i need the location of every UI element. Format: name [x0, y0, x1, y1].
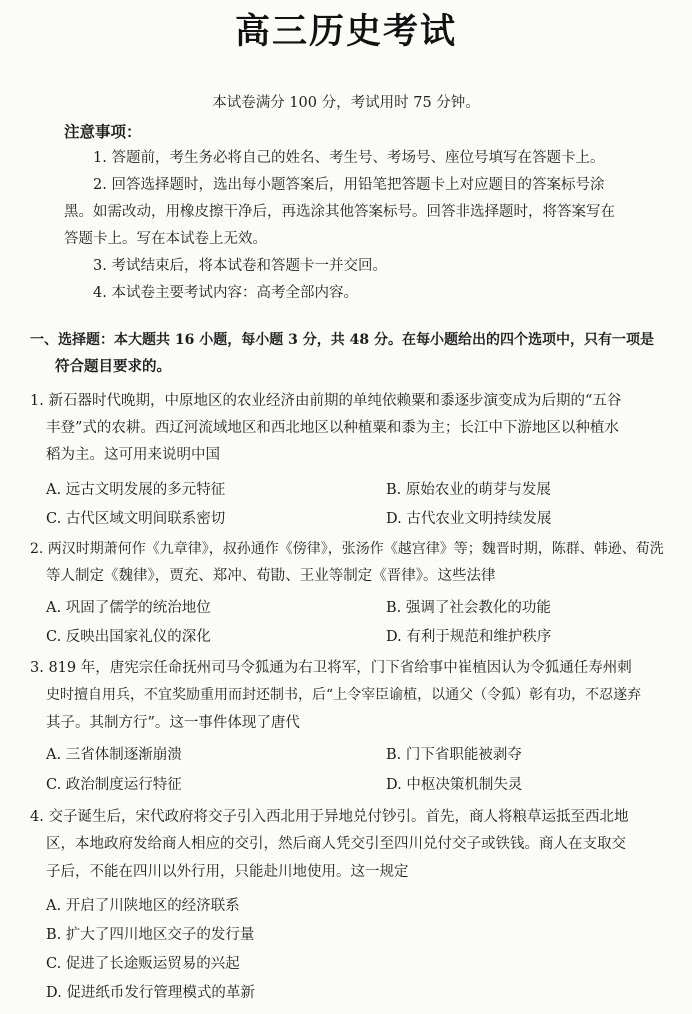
section-heading-cont: 符合题目要求的。 [55, 358, 171, 375]
notice-line: 4. 本试卷主要考试内容：高考全部内容。 [93, 285, 358, 301]
notice-line: 2. 回答选择题时，选出每小题答案后，用铅笔把答题卡上对应题目的答案标号涂 [93, 177, 605, 193]
question-stem: 等人制定《魏律》，贾充、郑冲、荀勖、王业等制定《晋律》。这些法律 [46, 568, 496, 584]
option-c: C. 促进了长途贩运贸易的兴起 [46, 956, 240, 972]
question-stem: 史时擅自用兵，不宜奖励重用而封还制书，后“上令宰臣谕植，以通父（令狐）彰有功，不忍遂弃 [46, 687, 642, 703]
question-stem: 其子。其制方行”。这一事件体现了唐代 [46, 715, 300, 731]
question-stem: 稻为主。这可用来说明中国 [46, 447, 220, 463]
notice-line: 答题卡上。写在本试卷上无效。 [64, 231, 267, 247]
question-stem: 区，本地政府发给商人相应的交引，然后商人凭交引至四川兑付交子或铁钱。商人在支取交 [46, 836, 626, 852]
option-b: B. 门下省职能被剥夺 [386, 747, 522, 763]
option-d: D. 有利于规范和维护秩序 [386, 629, 552, 645]
question-stem: 4. 交子诞生后，宋代政府将交子引入西北用于异地兑付钞引。首先，商人将粮草运抵至西北地 [30, 809, 629, 825]
option-b: B. 强调了社会教化的功能 [386, 600, 551, 616]
question-stem: 子后，不能在四川以外行用，只能赴川地使用。这一规定 [46, 864, 409, 880]
option-d: D. 中枢决策机制失灵 [386, 777, 523, 793]
option-b: B. 原始农业的萌芽与发展 [386, 482, 551, 498]
exam-title: 高三历史考试 [234, 12, 457, 52]
notice-line: 3. 考试结束后，将本试卷和答题卡一并交回。 [93, 258, 387, 274]
section-heading: 一、选择题：本大题共 16 小题，每小题 3 分，共 48 分。在每小题给出的四个选项中，只有一项是 [30, 332, 654, 348]
option-a: A. 巩固了儒学的统治地位 [46, 600, 211, 616]
notice-line: 黑。如需改动，用橡皮擦干净后，再选涂其他答案标号。回答非选择题时，将答案写在 [64, 204, 615, 220]
option-a: A. 远古文明发展的多元特征 [46, 482, 226, 498]
option-d: D. 促进纸币发行管理模式的革新 [46, 985, 255, 1001]
notice-line: 1. 答题前，考生务必将自己的姓名、考生号、考场号、座位号填写在答题卡上。 [93, 150, 605, 166]
option-a: A. 开启了川陕地区的经济联系 [46, 898, 240, 914]
option-c: C. 政治制度运行特征 [46, 777, 182, 793]
question-stem: 丰登”式的农耕。西辽河流域地区和西北地区以种植粟和黍为主；长江中下游地区以种植水 [46, 420, 619, 436]
option-c: C. 反映出国家礼仪的深化 [46, 629, 211, 645]
option-c: C. 古代区域文明间联系密切 [46, 511, 226, 527]
question-stem: 3. 819 年，唐宪宗任命抚州司马令狐通为右卫将军，门下省给事中崔植因认为令狐通任寿州刺 [30, 660, 632, 676]
option-b: B. 扩大了四川地区交子的发行量 [46, 927, 255, 943]
option-d: D. 古代农业文明持续发展 [386, 511, 552, 527]
question-stem: 1. 新石器时代晚期，中原地区的农业经济由前期的单纯依赖粟和黍逐步演变成为后期的“五谷 [30, 393, 622, 409]
exam-info: 本试卷满分 100 分，考试用时 75 分钟。 [212, 95, 480, 111]
notice-heading: 注意事项： [64, 122, 142, 141]
option-a: A. 三省体制逐渐崩溃 [46, 747, 182, 763]
question-stem: 2. 两汉时期萧何作《九章律》，叔孙通作《傍律》，张汤作《越宫律》等；魏晋时期，陈群、韩逊、荀洗 [30, 541, 664, 557]
